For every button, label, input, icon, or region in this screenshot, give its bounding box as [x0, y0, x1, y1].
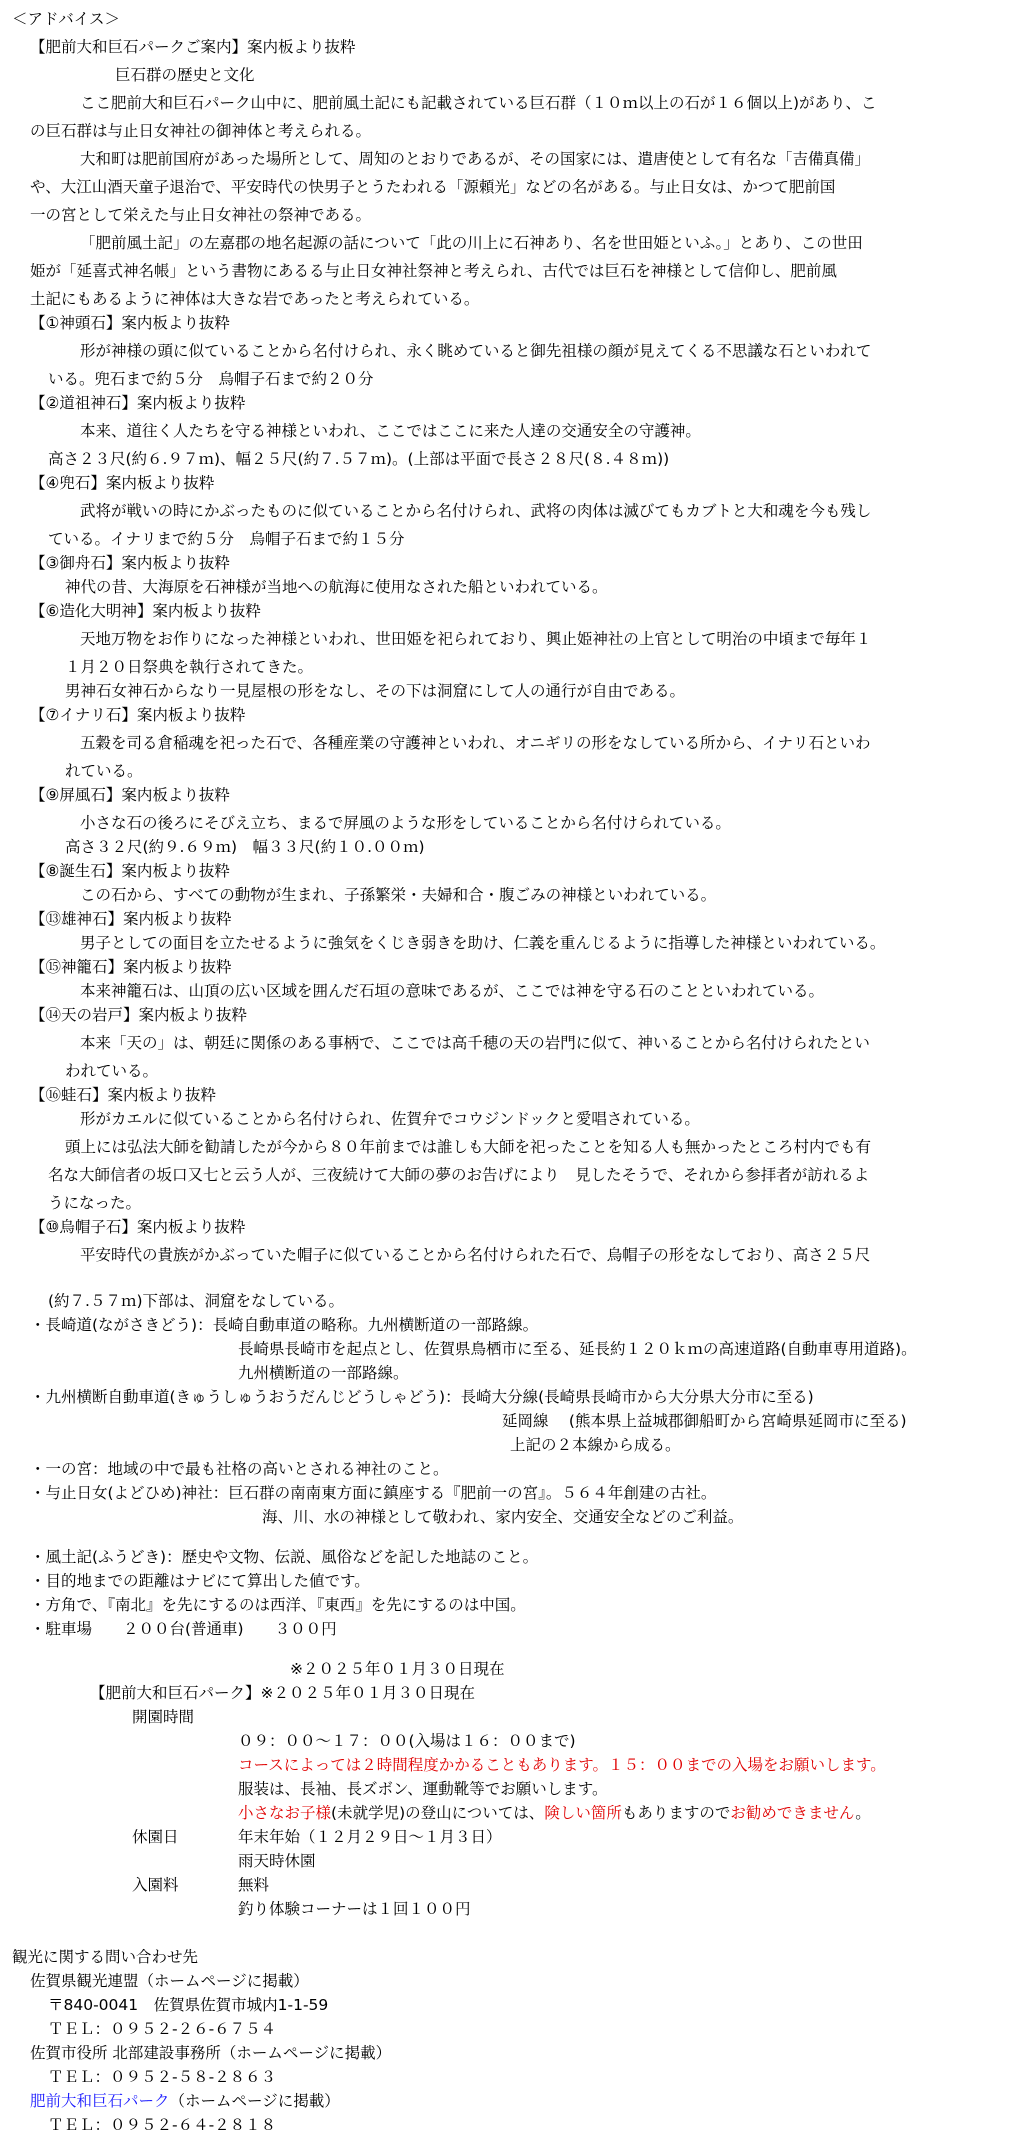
text-segment: 【⑨屏風石】案内板より抜粋 [30, 786, 230, 804]
text-line [30, 1482, 716, 1505]
text-segment: ・長崎道(ながさきどう)：長崎自動車道の略称。九州横断道の一部路線。 [30, 1316, 539, 1334]
text-segment: 【①神頭石】案内板より抜粋 [30, 314, 230, 332]
text-segment: （ホームページに掲載） [169, 2092, 340, 2110]
text-line [30, 176, 835, 199]
text-line [48, 1192, 141, 1215]
text-line [502, 1410, 907, 1433]
text-line [238, 1826, 502, 1849]
text-segment: 本来、道往く人たちを守る神様といわれ、ここではここに来た人達の交通安全の守護神。 [80, 422, 701, 440]
text-segment: 大和町は肥前国府があった場所として、周知のとおりであるが、その国家には、遣唐使として有名な「吉備真備」 [80, 150, 871, 168]
text-line [65, 1136, 871, 1159]
text-segment: 休園日 [132, 1828, 179, 1846]
text-segment: 巨石群の歴史と文化 [115, 66, 255, 84]
text-line [132, 1826, 179, 1849]
text-segment: 〒840-0041 佐賀県佐賀市城内1-1-59 [48, 1996, 329, 2014]
text-line [30, 312, 230, 335]
text-line [48, 1290, 344, 1313]
text-segment: 形が神様の頭に似ていることから名付けられ、永く眺めていると御先祖様の顔が見えてくる不思議な石といわれて [80, 342, 872, 360]
text-segment: 本来「天の」は、朝廷に関係のある事柄で、ここでは高千穂の天の岩門に似て、神いることから名付けられたとい [80, 1034, 870, 1052]
text-line [30, 1618, 337, 1641]
text-segment: 長崎県長崎市を起点とし、佐賀県鳥栖市に至る、延長約１２０ｋｍの高速道路(自動車専用道路)。 [238, 1340, 917, 1358]
text-segment: 小さなお子様 [238, 1804, 332, 1822]
text-line [238, 1874, 269, 1897]
text-line [30, 260, 837, 283]
text-line [48, 1164, 869, 1187]
text-segment: 険しい箇所 [544, 1804, 622, 1822]
text-line [30, 204, 371, 227]
text-segment: 【⑥造化大明神】案内板より抜粋 [30, 602, 261, 620]
text-line [65, 1060, 158, 1083]
text-segment: 本来神籠石は、山頂の広い区域を囲んだ石垣の意味であるが、ここでは神を守る石のことといわれている。 [80, 982, 825, 1000]
text-line [30, 704, 245, 727]
text-segment: いる。兜石まで約５分 烏帽子石まで約２０分 [48, 370, 374, 388]
text-line [238, 1730, 576, 1753]
text-line [80, 1244, 870, 1267]
text-line [80, 92, 877, 115]
text-line [80, 932, 885, 955]
text-line [238, 1778, 608, 1801]
text-line [30, 472, 214, 495]
text-line [30, 36, 356, 59]
text-segment: (未就学児)の登山については、 [331, 1804, 545, 1822]
text-segment: 開園時間 [132, 1708, 195, 1726]
text-segment: の巨石群は与止日女神社の御神体と考えられる。 [30, 122, 372, 140]
text-segment: (約７.５７ｍ)下部は、洞窟をなしている。 [48, 1292, 345, 1310]
text-line [80, 1108, 700, 1131]
text-segment: 雨天時休園 [238, 1852, 316, 1870]
text-line [80, 232, 863, 255]
text-segment: 服装は、長袖、長ズボン、運動靴等でお願いします。 [238, 1780, 608, 1798]
text-line [238, 1362, 409, 1385]
text-segment: 形がカエルに似ていることから名付けられ、佐賀弁でコウジンドックと愛唱されている。 [80, 1110, 700, 1128]
text-segment: 【⑬雄神石】案内板より抜粋 [30, 910, 232, 928]
text-line [65, 656, 313, 679]
text-segment: ・方角で、『南北』を先にするのは西洋、『東西』を先にするのは中国。 [30, 1596, 526, 1614]
text-segment: 平安時代の貴族がかぶっていた帽子に似ていることから名付けられた石で、烏帽子の形をなしており、高さ２５尺 [80, 1246, 871, 1264]
text-segment: ・九州横断自動車道(きゅうしゅうおうだんじどうしゃどう)：長崎大分線(長崎県長崎市から大分県大分市に至る) [30, 1388, 814, 1406]
text-line [132, 1706, 194, 1729]
text-segment: や、大江山酒天童子退治で、平安時代の快男子とうたわれる「源頼光」などの名がある。与止日女は、かつて肥前国 [30, 178, 836, 196]
text-segment: 入園料 [132, 1876, 179, 1894]
text-line [510, 1434, 681, 1457]
text-segment: 【肥前大和巨石パークご案内】案内板より抜粋 [30, 38, 356, 56]
text-segment: うになった。 [48, 1194, 142, 1212]
text-segment: 名な大師信者の坂口又七と云う人が、三夜続けて大師の夢のお告げにより 見したそうで、それから参拝者が訪れるよ [48, 1166, 870, 1184]
text-line [48, 2066, 276, 2089]
text-segment: 【⑩烏帽子石】案内板より抜粋 [30, 1218, 246, 1236]
text-segment: ここ肥前大和巨石パーク山中に、肥前風土記にも記載されている巨石群（１０ｍ以上の石が１６個以上)があり、こ [80, 94, 877, 112]
text-line [80, 500, 871, 523]
text-segment: お勧めできません [730, 1804, 856, 1822]
text-line [238, 1338, 917, 1361]
text-segment: 【⑯蛙石】案内板より抜粋 [30, 1086, 217, 1104]
text-line [48, 1994, 328, 2017]
text-segment: 【⑭天の岩戸】案内板より抜粋 [30, 1006, 248, 1024]
text-segment: れている。 [65, 762, 143, 780]
text-segment: 年末年始（１２月２９日～１月３日） [238, 1828, 502, 1846]
text-segment: われている。 [65, 1062, 159, 1080]
text-segment: ・目的地までの距離はナビにて算出した値です。 [30, 1572, 370, 1590]
text-segment: 男子としての面目を立たせるように強気をくじき弱きを助け、仁義を重んじるように指導した神様といわれている。 [80, 934, 886, 952]
text-segment: 神代の昔、大海原を石神様が当地への航海に使用なされた船といわれている。 [65, 578, 608, 596]
text-line [80, 340, 871, 363]
text-line [80, 628, 871, 651]
text-line [48, 2018, 276, 2041]
text-line [30, 1314, 538, 1337]
text-line [238, 1898, 471, 1921]
text-segment: ている。イナリまで約５分 烏帽子石まで約１５分 [48, 530, 405, 548]
text-segment: 【肥前大和巨石パーク】※２０２５年０１月３０日現在 [90, 1684, 475, 1702]
text-segment: 天地万物をお作りになった神様といわれ、世田姫を祀られており、興止姫神社の上官として明治の中頃まで毎年１ [80, 630, 872, 648]
text-segment: 九州横断道の一部路線。 [238, 1364, 409, 1382]
text-line [30, 2042, 391, 2065]
text-line [48, 368, 374, 391]
text-segment: 【②道祖神石】案内板より抜粋 [30, 394, 246, 412]
text-segment: 土記にもあるように神体は大きな岩であったと考えられている。 [30, 290, 480, 308]
text-segment: ０９：００～１７：００(入場は１６：００まで) [238, 1732, 576, 1750]
text-segment: 【④兜石】案内板より抜粋 [30, 474, 215, 492]
text-line [238, 1850, 316, 1873]
text-line [80, 812, 731, 835]
text-segment: 「肥前風土記」の左嘉郡の地名起源の話について「此の川上に石神あり、名を世田姫といふ。」とあり、この世田 [80, 234, 863, 252]
text-segment: １月２０日祭典を執行されてきた。 [65, 658, 314, 676]
text-line [80, 1032, 870, 1055]
text-segment: 【③御舟石】案内板より抜粋 [30, 554, 230, 572]
text-line [30, 1970, 309, 1993]
text-line [80, 732, 871, 755]
text-line [30, 288, 479, 311]
text-line [30, 1084, 216, 1107]
text-line [65, 680, 685, 703]
text-segment: 高さ３２尺(約９.６９ｍ) 幅３３尺(約１０.００ｍ) [65, 838, 425, 856]
text-segment: 上記の２本線から成る。 [510, 1436, 681, 1454]
text-line [115, 64, 255, 87]
text-segment: 海、川、水の神様として敬われ、家内安全、交通安全などのご利益。 [262, 1508, 744, 1526]
text-segment: 【⑧誕生石】案内板より抜粋 [30, 862, 230, 880]
text-segment: 肥前大和巨石パーク [30, 2092, 170, 2110]
text-segment: 男神石女神石からなり一見屋根の形をなし、その下は洞窟にして人の通行が自由である。 [65, 682, 686, 700]
text-segment: ・一の宮：地域の中で最も社格の高いとされる神社のこと。 [30, 1460, 449, 1478]
text-line [80, 884, 716, 907]
text-line [80, 420, 701, 443]
text-segment: ＴＥＬ：０９５２-５８-２８６３ [48, 2068, 277, 2086]
text-line [132, 1874, 179, 1897]
text-line [262, 1506, 743, 1529]
text-segment: ・風土記(ふうどき)：歴史や文物、伝説、風俗などを記した地誌のこと。 [30, 1548, 539, 1566]
text-line [30, 120, 371, 143]
advice-heading: ＜アドバイス＞ [12, 10, 121, 28]
text-line [30, 392, 245, 415]
text-segment: 佐賀県観光連盟（ホームページに掲載） [30, 1972, 309, 1990]
text-line [65, 836, 425, 859]
text-segment: 小さな石の後ろにそびえ立ち、まるで屏風のような形をしていることから名付けられている。 [80, 814, 731, 832]
text-line [290, 1658, 505, 1681]
text-line [30, 600, 261, 623]
text-line [48, 2114, 276, 2137]
text-segment: 高さ２３尺(約６.９７ｍ)、幅２５尺(約７.５７ｍ)。(上部は平面で長さ２８尺(８.４８ｍ)) [48, 450, 670, 468]
text-segment: 無料 [238, 1876, 270, 1894]
text-segment: 延岡線 (熊本県上益城郡御船町から宮崎県延岡市に至る) [502, 1412, 907, 1430]
text-line [238, 1802, 871, 1825]
text-segment: ＴＥＬ：０９５２-６４-２８１８ [48, 2116, 277, 2134]
text-line [30, 1458, 449, 1481]
text-line [30, 908, 232, 931]
text-segment: ・与止日女(よどひめ)神社：巨石群の南南東方面に鎮座する『肥前一の宮』。５６４年創建の古社。 [30, 1484, 717, 1502]
text-line [12, 1946, 198, 1969]
text-line [30, 1004, 247, 1027]
text-line [48, 528, 405, 551]
text-segment: 五穀を司る倉稲魂を祀った石で、各種産業の守護神といわれ、オニギリの形をなしている所から、イナリ石といわ [80, 734, 871, 752]
text-line [80, 148, 870, 171]
text-line [90, 1682, 475, 1705]
text-segment: 姫が「延喜式神名帳」という書物にあるる与止日女神社祭神と考えられ、古代では巨石を神様として信仰し、肥前風 [30, 262, 837, 280]
text-line [30, 1546, 538, 1569]
text-segment: ＴＥＬ：０９５２-２６-６７５４ [48, 2020, 277, 2038]
text-segment: 観光に関する問い合わせ先 [12, 1948, 199, 1966]
text-line [30, 1570, 370, 1593]
text-segment: 【⑦イナリ石】案内板より抜粋 [30, 706, 246, 724]
text-segment: ※２０２５年０１月３０日現在 [290, 1660, 505, 1678]
text-line [238, 1754, 886, 1777]
text-segment: 武将が戦いの時にかぶったものに似ていることから名付けられ、武将の肉体は滅びてもカブトと大和魂を今も残し [80, 502, 872, 520]
text-line [30, 1216, 245, 1239]
text-segment: 一の宮として栄えた与止日女神社の祭神である。 [30, 206, 372, 224]
text-line [65, 576, 608, 599]
text-line [65, 760, 143, 783]
text-line [48, 448, 669, 471]
text-segment: 佐賀市役所 北部建設事務所（ホームページに掲載） [30, 2044, 392, 2062]
text-line [30, 1594, 526, 1617]
text-line [30, 1386, 814, 1409]
text-segment: もありますので [621, 1804, 731, 1822]
text-line [30, 956, 232, 979]
text-segment: ・駐車場 ２００台(普通車) ３００円 [30, 1620, 337, 1638]
text-segment: 釣り体験コーナーは１回１００円 [238, 1900, 471, 1918]
text-line [30, 2090, 340, 2113]
text-line [30, 552, 230, 575]
text-line [30, 860, 230, 883]
text-line [80, 980, 824, 1003]
text-segment: 【⑮神籠石】案内板より抜粋 [30, 958, 232, 976]
text-segment: 頭上には弘法大師を勧請したが今から８０年前までは誰しも大師を祀ったことを知る人も無かったところ村内でも有 [65, 1138, 872, 1156]
text-segment: 。 [855, 1804, 871, 1822]
text-segment: この石から、すべての動物が生まれ、子孫繁栄・夫婦和合・腹ごみの神様といわれている。 [80, 886, 717, 904]
text-line [30, 784, 230, 807]
text-segment: コースによっては２時間程度かかることもあります。１５：００までの入場をお願いします。 [238, 1756, 886, 1774]
